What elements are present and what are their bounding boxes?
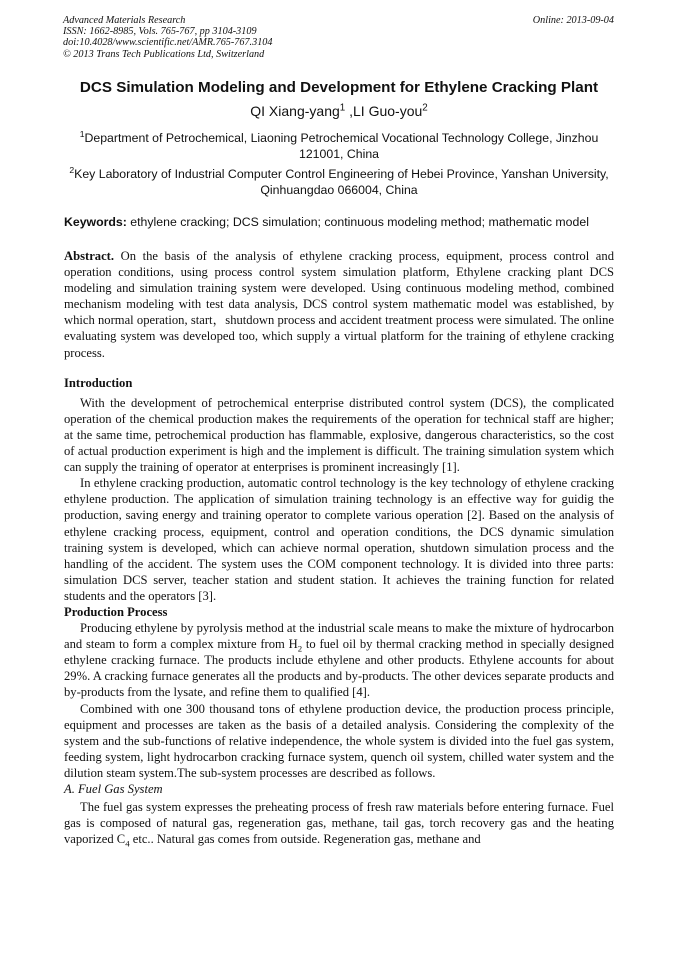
author-2: LI Guo-you xyxy=(353,103,423,119)
keywords-label: Keywords: xyxy=(64,215,127,229)
c4-subscript: 4 xyxy=(125,838,130,849)
author-1-sup: 1 xyxy=(339,102,346,114)
affiliation-2-sup: 2 xyxy=(69,164,75,175)
author-2-sup: 2 xyxy=(422,102,428,114)
section-heading-introduction: Introduction xyxy=(64,375,133,390)
introduction-paragraph-2: In ethylene cracking production, automatic control technology is the key technology of ethylene cracking ethylene production. The application of simulation training technology is an effective way for guidig the production, saving energy and training operator to complete various operation [2]. Based on the analysis of ethylene cracking process, equipment, control and operation conditions, the DCS dynamic simulation training system is developed, which can achieve normal operation, shutdown simulation process and the handling of the accident. The system uses the COM component technology. It is divided into three parts: simulation DCS server, teacher station and student station. It achieves the training function for related students and the operators [3]. xyxy=(64,476,614,603)
doi-line: doi:10.4028/www.scientific.net/AMR.765-767.3104 xyxy=(63,37,273,49)
production-paragraph-1-part-b: to fuel oil by thermal cracking method in specially designed ethylene cracking furnace. The products include ethylene and other products. Ethylene accounts for about 29%. A cracking furnace generates all the products and by-products. The other devices separate products and by-products from the lysate, and refine them to qualified [4]. xyxy=(64,637,614,700)
fuel-gas-paragraph-1 xyxy=(64,799,614,847)
fuel-gas-paragraph-1-part-b: etc.. Natural gas comes from outside. Regeneration gas, methane and xyxy=(129,832,481,847)
author-line xyxy=(40,103,638,119)
paper-body xyxy=(64,248,614,847)
affiliation-2 xyxy=(64,166,614,198)
keywords xyxy=(64,215,614,229)
abstract xyxy=(64,248,614,361)
online-date: Online: 2013-09-04 xyxy=(532,15,614,26)
copyright-line: © 2013 Trans Tech Publications Ltd, Switzerland xyxy=(63,48,265,60)
production-paragraph-1 xyxy=(64,620,614,700)
abstract-text: On the basis of the analysis of ethylene cracking process, equipment, process control and operation conditions, using process control system simulation platform, Ethylene cracking plant DCS modeling and simulation training system were developed. Using continuous modeling method, combined mechanism modeling with test data analysis, DCS control system mathematic model was established, by which normal operation, start，shutdown process and accident treatment process were simulated. The online evaluating system was developed too, which supply a virtual platform for the training of ethylene cracking process. xyxy=(64,249,614,360)
affiliation-1-text: Department of Petrochemical, Liaoning Petrochemical Vocational Technology College, Jinzhou 121001, China xyxy=(84,131,599,161)
subsection-heading-fuel-gas: A. Fuel Gas System xyxy=(64,782,163,796)
author-separator: , xyxy=(345,103,353,119)
affiliation-1-sup: 1 xyxy=(79,128,85,139)
journal-name: Advanced Materials Research xyxy=(63,15,186,26)
author-1: QI Xiang-yang xyxy=(250,103,340,119)
affiliation-2-text: Key Laboratory of Industrial Computer Control Engineering of Hebei Province, Yanshan University, Qinhuangdao 066004, China xyxy=(74,167,609,197)
h2-subscript: 2 xyxy=(297,643,303,654)
journal-header xyxy=(63,15,272,60)
abstract-label: Abstract. xyxy=(64,249,115,263)
affiliation-1 xyxy=(64,130,614,162)
paper-title: DCS Simulation Modeling and Development for Ethylene Cracking Plant xyxy=(79,79,599,96)
introduction-paragraph-1: With the development of petrochemical enterprise distributed control system (DCS), the complicated operation of the chemical production makes the requirements of the operation for technical staff are higher; at the same time, petrochemical production has flammable, explosive, dangerous characteristics, so the cost of actual production experiment is high and the implement is difficult. The training simulation system which can supply the training of operator at enterprises is prominent increasingly [1]. xyxy=(64,395,614,475)
issn-line: ISSN: 1662-8985, Vols. 765-767, pp 3104-3109 xyxy=(63,26,257,38)
production-paragraph-2: Combined with one 300 thousand tons of ethylene production device, the production process principle, equipment and processes are taken as the basis of a detailed analysis. Considering the complexity of the system and the sub-functions of relative independence, the whole system is divided into the fuel gas system, feeding system, light hydrocarbon cracking furnace system, quench oil system, chilled water system and the dilution steam system.The sub-system processes are described as follows. xyxy=(64,701,614,780)
keywords-text: ethylene cracking; DCS simulation; continuous modeling method; mathematic model xyxy=(126,215,589,229)
fuel-gas-paragraph-1-part-a: The fuel gas system expresses the preheating process of fresh raw materials before entering furnace. Fuel gas is composed of natural gas, regeneration gas, methane, tail gas, torch recovery gas and the heating vaporized C xyxy=(64,800,614,847)
section-heading-production-process: Production Process xyxy=(64,604,168,619)
production-paragraph-1-part-a: Producing ethylene by pyrolysis method at the industrial scale means to make the mixture of hydrocarbon and steam to form a complex mixture from H xyxy=(64,621,614,652)
